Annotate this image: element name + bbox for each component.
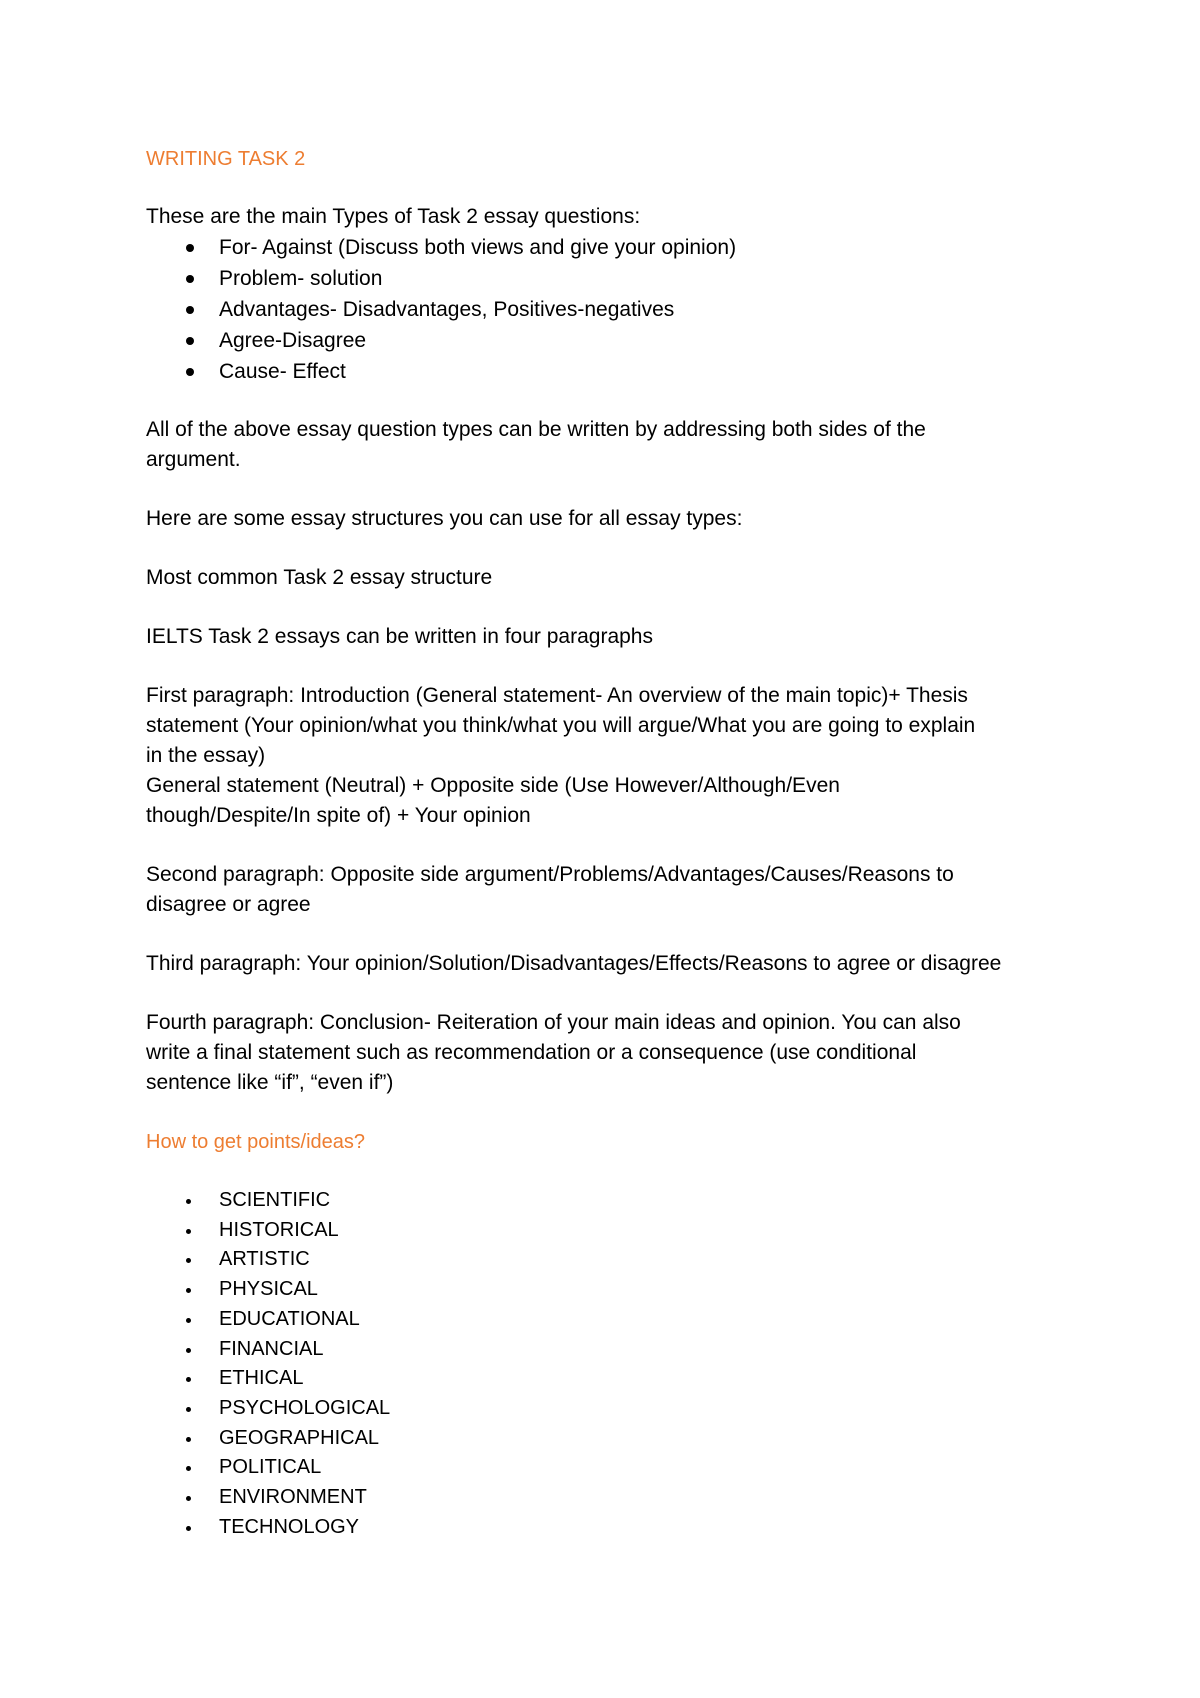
intro-text: These are the main Types of Task 2 essay questions: <box>146 205 641 228</box>
bullet-icon <box>186 1348 191 1353</box>
bullet-icon <box>186 1377 191 1382</box>
list-item: Agree-Disagree <box>146 325 1076 356</box>
bullet-icon <box>186 368 194 376</box>
bullet-icon <box>186 1288 191 1293</box>
bullet-icon <box>186 1526 191 1531</box>
list-item: PHYSICAL <box>146 1275 1076 1305</box>
paragraph-structures: Here are some essay structures you can use for all essay types: <box>146 507 743 530</box>
paragraph-second: Second paragraph: Opposite side argument/Problems/Advantages/Causes/Reasons to disagree or agree <box>146 863 954 916</box>
paragraph-fourth: Fourth paragraph: Conclusion- Reiteration of your main ideas and opinion. You can also write a final statement such as recommendation or a consequence (use conditional sentence like “if”, “even if”) <box>146 1011 961 1094</box>
list-item: TECHNOLOGY <box>146 1513 1076 1543</box>
bullet-icon <box>186 1407 191 1412</box>
list-item: HISTORICAL <box>146 1216 1076 1246</box>
bullet-icon <box>186 1258 191 1263</box>
bullet-icon <box>186 1496 191 1501</box>
list-item: PSYCHOLOGICAL <box>146 1394 1076 1424</box>
bullet-icon <box>186 1229 191 1234</box>
bullet-icon <box>186 1318 191 1323</box>
paragraph-third: Third paragraph: Your opinion/Solution/Disadvantages/Effects/Reasons to agree or disagree <box>146 952 1002 975</box>
document-body <box>146 144 1076 1542</box>
paragraph-four-paragraphs: IELTS Task 2 essays can be written in four paragraphs <box>146 625 653 648</box>
bullet-icon <box>186 1437 191 1442</box>
list-item: POLITICAL <box>146 1453 1076 1483</box>
list-item: Problem- solution <box>146 263 1076 294</box>
bullet-icon <box>186 244 194 252</box>
list-item: For- Against (Discuss both views and give your opinion) <box>146 232 1076 263</box>
bullet-icon <box>186 275 194 283</box>
list-item: ARTISTIC <box>146 1245 1076 1275</box>
bullet-icon <box>186 306 194 314</box>
list-item: ENVIRONMENT <box>146 1483 1076 1513</box>
paragraph-all-types: All of the above essay question types can be written by addressing both sides of the argument. <box>146 418 926 471</box>
list-item: FINANCIAL <box>146 1335 1076 1365</box>
bullet-icon <box>186 1199 191 1204</box>
list-item: Advantages- Disadvantages, Positives-negatives <box>146 294 1076 325</box>
page-title: WRITING TASK 2 <box>146 148 306 170</box>
paragraph-common-structure: Most common Task 2 essay structure <box>146 566 493 589</box>
list-item: Cause- Effect <box>146 356 1076 387</box>
list-item: SCIENTIFIC <box>146 1186 1076 1216</box>
bullet-icon <box>186 337 194 345</box>
paragraph-first: First paragraph: Introduction (General statement- An overview of the main topic)+ Thesis statement (Your opinion/what you think/what you will argue/What you are going to explain in the essay) General statement (Neutral) + Opposite side (Use However/Although/Even though/Despite/In spite of) + Your opinion <box>146 684 976 827</box>
ideas-heading: How to get points/ideas? <box>146 1131 366 1153</box>
list-item: EDUCATIONAL <box>146 1305 1076 1335</box>
essay-types-list <box>146 232 1076 387</box>
list-item: GEOGRAPHICAL <box>146 1424 1076 1454</box>
ideas-list <box>146 1186 1076 1542</box>
bullet-icon <box>186 1466 191 1471</box>
list-item: ETHICAL <box>146 1364 1076 1394</box>
